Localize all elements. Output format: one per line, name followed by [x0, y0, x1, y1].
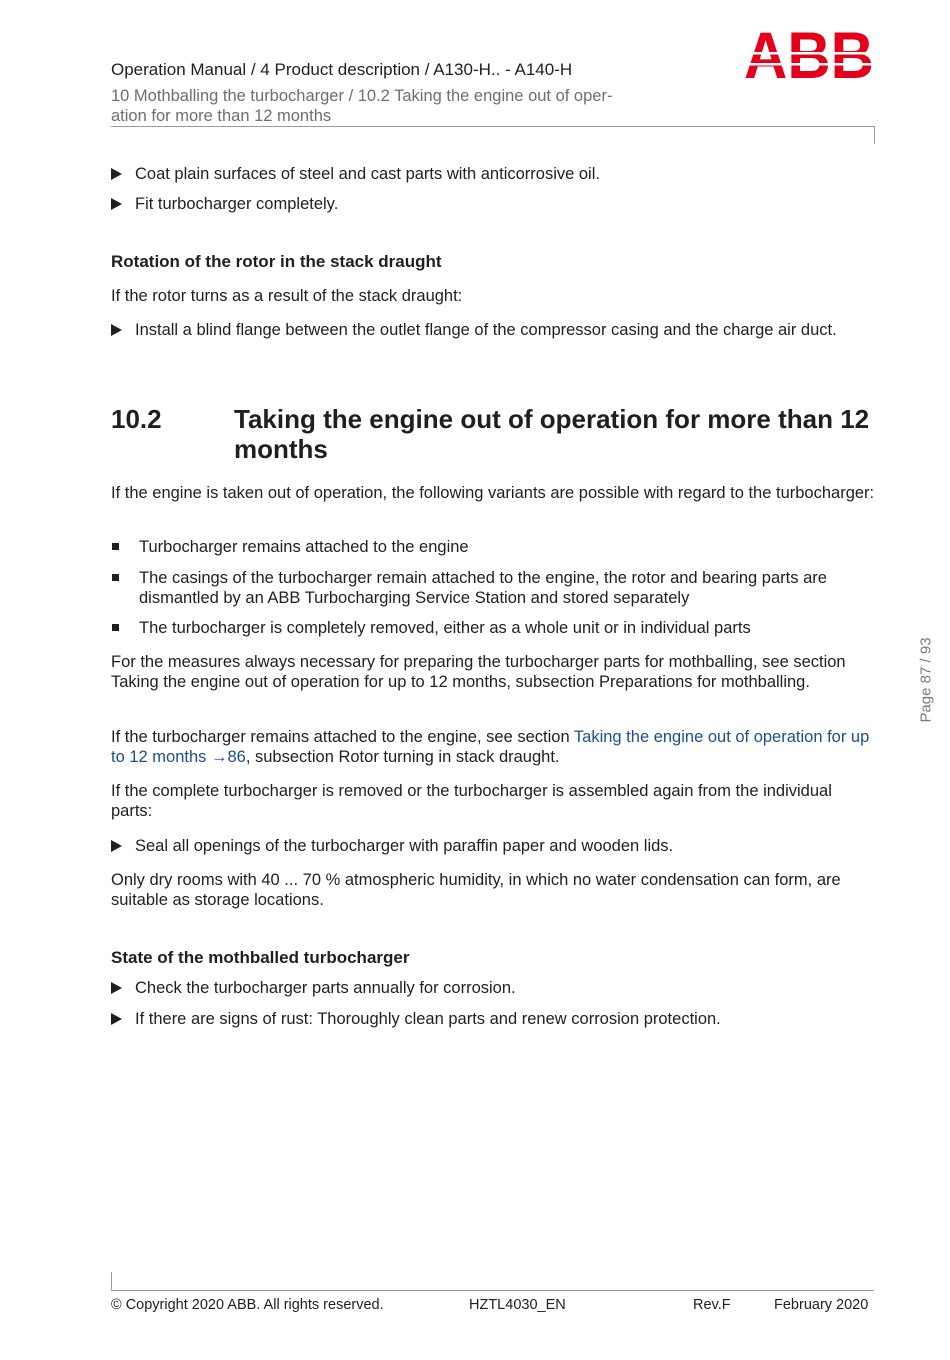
bullet-square-icon: [112, 624, 119, 631]
action-text: If there are signs of rust: Thoroughly clean parts and renew corrosion protection.: [135, 1010, 721, 1028]
attached-text-pre: If the turbocharger remains attached to the engine, see section: [111, 728, 574, 746]
page-number: Page 87 / 93: [917, 637, 935, 723]
footer-copyright: © Copyright 2020 ABB. All rights reserved.: [111, 1297, 384, 1313]
list-item: [111, 568, 877, 608]
list-item-text: The casings of the turbocharger remain attached to the engine, the rotor and bearing parts are dismantled by an ABB Turbocharging Service Station and stored separately: [139, 569, 827, 607]
attached-paragraph: [111, 727, 877, 767]
action-triangle-icon: [111, 324, 122, 336]
section-number: 10.2: [111, 404, 162, 434]
footer-date: February 2020: [774, 1297, 869, 1313]
action-triangle-icon: [111, 1013, 122, 1025]
footer-revision: Rev.F: [693, 1297, 731, 1313]
rotation-intro: If the rotor turns as a result of the stack draught:: [111, 287, 463, 305]
action-step: [111, 164, 877, 184]
state-heading: State of the mothballed turbocharger: [111, 948, 410, 967]
action-step: [111, 320, 877, 340]
section-title: Taking the engine out of operation for more than 12 months: [234, 404, 870, 464]
action-triangle-icon: [111, 198, 122, 210]
footer-rule-tick: [111, 1272, 112, 1290]
action-triangle-icon: [111, 982, 122, 994]
header-rule-tick: [874, 126, 875, 144]
bullet-square-icon: [112, 574, 119, 581]
section-path-line1: 10 Mothballing the turbocharger / 10.2 Taking the engine out of oper-: [111, 87, 613, 105]
removed-paragraph: If the complete turbocharger is removed or the turbocharger is assembled again from the individual parts:: [111, 782, 832, 820]
action-step: [111, 194, 877, 214]
section-path-line2: ation for more than 12 months: [111, 107, 332, 125]
list-item-text: Turbocharger remains attached to the engine: [139, 538, 469, 556]
abb-logo: [743, 29, 875, 80]
section-link[interactable]: Taking the engine out of operation for up to 12 months →86: [111, 728, 870, 766]
action-text: Coat plain surfaces of steel and cast parts with anticorrosive oil.: [135, 165, 600, 183]
action-step: [111, 836, 877, 856]
action-triangle-icon: [111, 168, 122, 180]
list-item: [111, 537, 877, 557]
section-intro: If the engine is taken out of operation, the following variants are possible with regard to the turbocharger:: [111, 484, 875, 502]
rotation-heading: Rotation of the rotor in the stack draught: [111, 252, 442, 271]
header-rule: [111, 126, 874, 127]
action-text: Fit turbocharger completely.: [135, 195, 339, 213]
bullet-square-icon: [112, 543, 119, 550]
attached-text-post: , subsection Rotor turning in stack draught.: [245, 748, 560, 766]
breadcrumb: Operation Manual / 4 Product description / A130-H.. - A140-H: [111, 60, 573, 79]
footer-doc-id: HZTL4030_EN: [469, 1297, 566, 1313]
action-text: Install a blind flange between the outlet flange of the compressor casing and the charge air duct.: [135, 321, 837, 339]
measures-paragraph: For the measures always necessary for preparing the turbocharger parts for mothballing, see section Taking the engine out of operation for up to 12 months, subsection Preparations for mothballing.: [111, 653, 846, 691]
list-item-text: The turbocharger is completely removed, either as a whole unit or in individual parts: [139, 619, 751, 637]
section-path: [111, 86, 711, 126]
footer-rule: [111, 1290, 874, 1291]
action-text: Check the turbocharger parts annually for corrosion.: [135, 979, 516, 997]
storage-paragraph: Only dry rooms with 40 ... 70 % atmospheric humidity, in which no water condensation can form, are suitable as storage locations.: [111, 871, 841, 909]
action-step: [111, 978, 877, 998]
list-item: [111, 618, 877, 638]
action-triangle-icon: [111, 840, 122, 852]
action-text: Seal all openings of the turbocharger with paraffin paper and wooden lids.: [135, 837, 674, 855]
action-step: [111, 1009, 877, 1029]
